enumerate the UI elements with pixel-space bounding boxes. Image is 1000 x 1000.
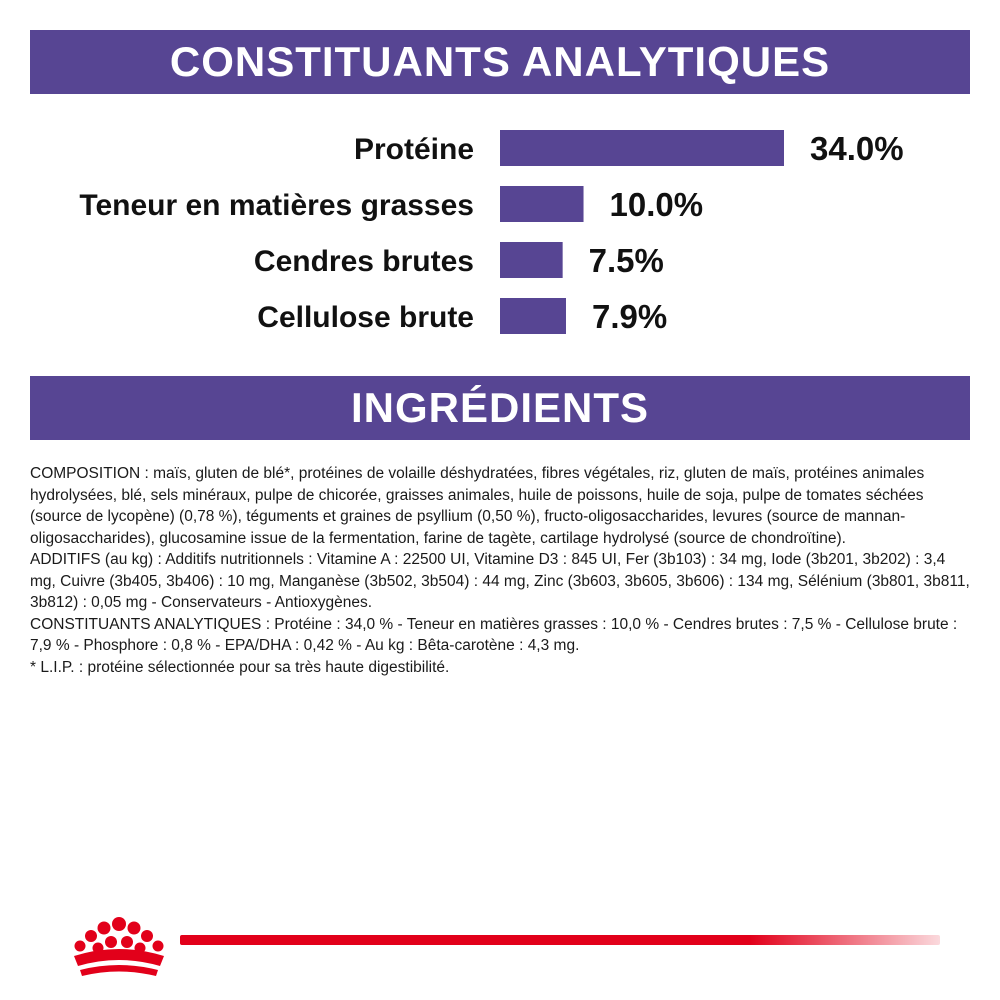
composition-paragraph: COMPOSITION : maïs, gluten de blé*, protéines de volaille déshydratées, fibres végétales, riz, gluten de maïs, protéines animales hydrolysées, blé, sels minéraux, pulpe de chicorée, graisses animales, huile de poissons, huile de soja, pulpe de tomates séchées (source de lycopène) (0,78 %), téguments et graines de psyllium (0,50 %), fructo-oligosaccharides, levures (source de mannan-oligosaccharides), glucosamine issue de la fermentation, farine de tagète, cartilage hydrolysé (source de chondroïtine). — [30, 465, 925, 547]
bar — [500, 242, 563, 278]
analytics-header — [30, 30, 970, 94]
analytics-header-title: CONSTITUANTS ANALYTIQUES — [169, 38, 831, 85]
category-label: Cellulose brute — [257, 301, 474, 334]
ingredients-header — [30, 376, 970, 440]
value-label: 34.0% — [810, 130, 904, 167]
analytical-paragraph: CONSTITUANTS ANALYTIQUES : Protéine : 34,0 % - Teneur en matières grasses : 10,0 % - Cendres brutes : 7,5 % - Cellulose brute : 7,9 % - Phosphore : 0,8 % - EPA/DHA : 0,42 % - Au kg : Bêta-carotène : 4,3 mg. — [30, 615, 958, 654]
nutrient-bar-chart — [0, 110, 1000, 350]
category-label: Cendres brutes — [253, 245, 474, 278]
value-label: 10.0% — [609, 186, 704, 223]
crown-icon — [64, 912, 174, 982]
footnote-paragraph: * L.I.P. : protéine sélectionnée pour sa très haute digestibilité. — [30, 658, 450, 676]
footer-brand-line — [180, 935, 940, 945]
category-label: Protéine — [353, 133, 474, 166]
additives-paragraph: ADDITIFS (au kg) : Additifs nutritionnels : Vitamine A : 22500 UI, Vitamine D3 : 845 UI, Fer (3b103) : 34 mg, Iode (3b201, 3b202) : 3,4 mg, Cuivre (3b405, 3b406) : 10 mg, Manganèse (3b502, 3b504) : 44 mg, Zinc (3b603, 3b605, 3b606) : 134 mg, Sélénium (3b801, 3b811, 3b812) : 0,05 mg - Conservateurs - Antioxygènes. — [30, 551, 970, 611]
bar — [500, 130, 784, 166]
category-label: Teneur en matières grasses — [79, 189, 474, 222]
ingredients-text — [30, 463, 975, 678]
value-label: 7.5% — [588, 242, 664, 279]
value-label: 7.9% — [591, 298, 668, 335]
ingredients-header-title: INGRÉDIENTS — [350, 384, 650, 431]
bar — [500, 186, 584, 222]
bar — [500, 298, 566, 334]
